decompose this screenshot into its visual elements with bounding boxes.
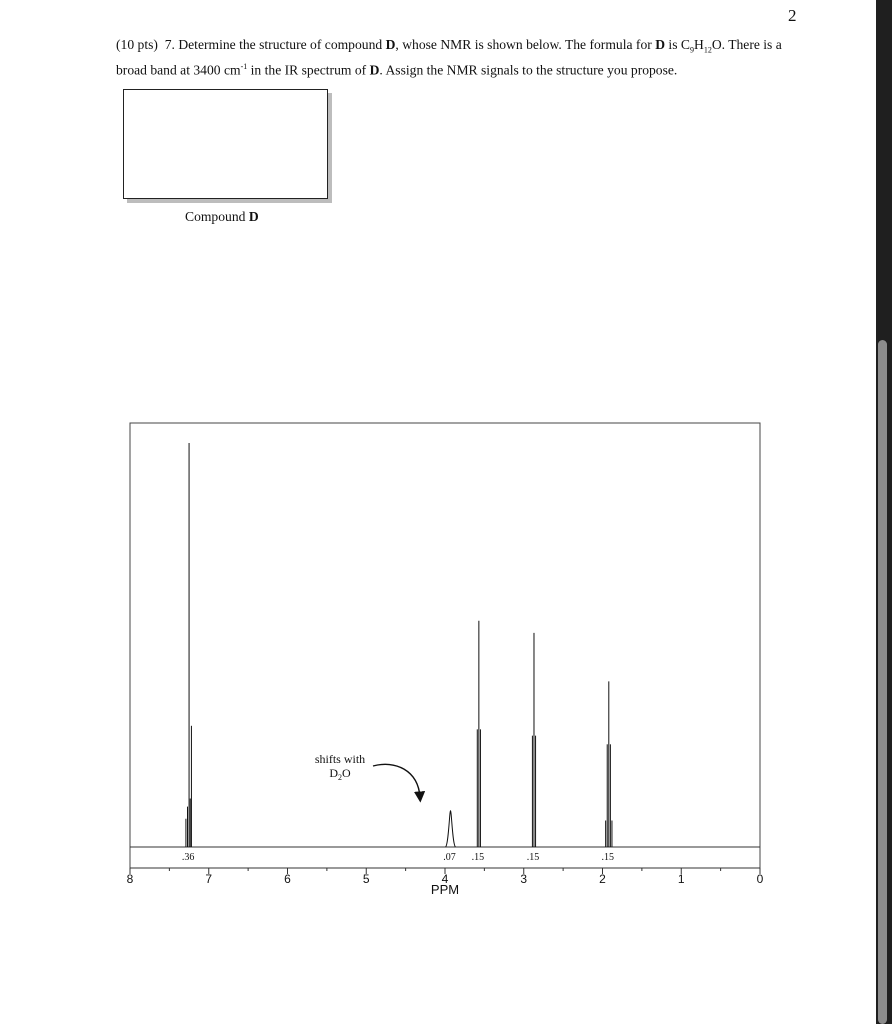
x-tick-label: 5	[362, 872, 370, 886]
integration-label: .15	[471, 852, 485, 863]
integration-label: .15	[601, 852, 615, 863]
x-tick-label: 3	[520, 872, 528, 886]
annotation-line-2: $D_2O$	[329, 766, 351, 782]
nmr-peak	[532, 633, 535, 847]
nmr-peak	[186, 443, 192, 847]
question-text: (10 pts) 7. Determine the structure of compound D, whose NMR is shown below. The formula for D is $C_9H_{12}O$. There is a broad band at 3400 $cm^{-1}$ in the IR spectrum of D. Assign the NMR signals to the structure you propose.	[116, 37, 782, 78]
x-tick-label: 8	[126, 872, 134, 886]
x-tick-label: 2	[599, 872, 606, 886]
question-number: 7.	[164, 37, 175, 52]
x-tick-label: 6	[284, 872, 291, 886]
scrollbar-thumb[interactable]	[878, 340, 887, 1024]
x-tick-label: 1	[677, 872, 685, 886]
integration-label: .36	[181, 852, 195, 863]
annotation-arrow	[373, 764, 420, 797]
x-tick-label: 4	[441, 872, 449, 886]
molecular-formula: $C_9H_{12}O$.	[680, 37, 726, 55]
d2o-annotation	[315, 752, 420, 797]
answer-box-label: Compound D	[185, 209, 259, 224]
x-axis-label: PPM	[430, 882, 460, 897]
integration-labels	[182, 852, 614, 863]
peaks-group	[186, 443, 612, 847]
page-number: 2	[788, 6, 797, 25]
nmr-peak	[477, 621, 480, 847]
integration-label: .15	[526, 852, 540, 863]
annotation-line-1: shifts with	[314, 752, 366, 766]
nmr-peak	[606, 681, 612, 847]
x-tick-label: 0	[756, 872, 764, 886]
plot-frame	[130, 423, 760, 868]
question-points: (10 pts)	[116, 37, 158, 52]
peak-line	[446, 811, 456, 847]
x-tick-label: 7	[205, 872, 213, 886]
integration-label: .07	[443, 852, 456, 863]
nmr-peak	[446, 811, 456, 847]
